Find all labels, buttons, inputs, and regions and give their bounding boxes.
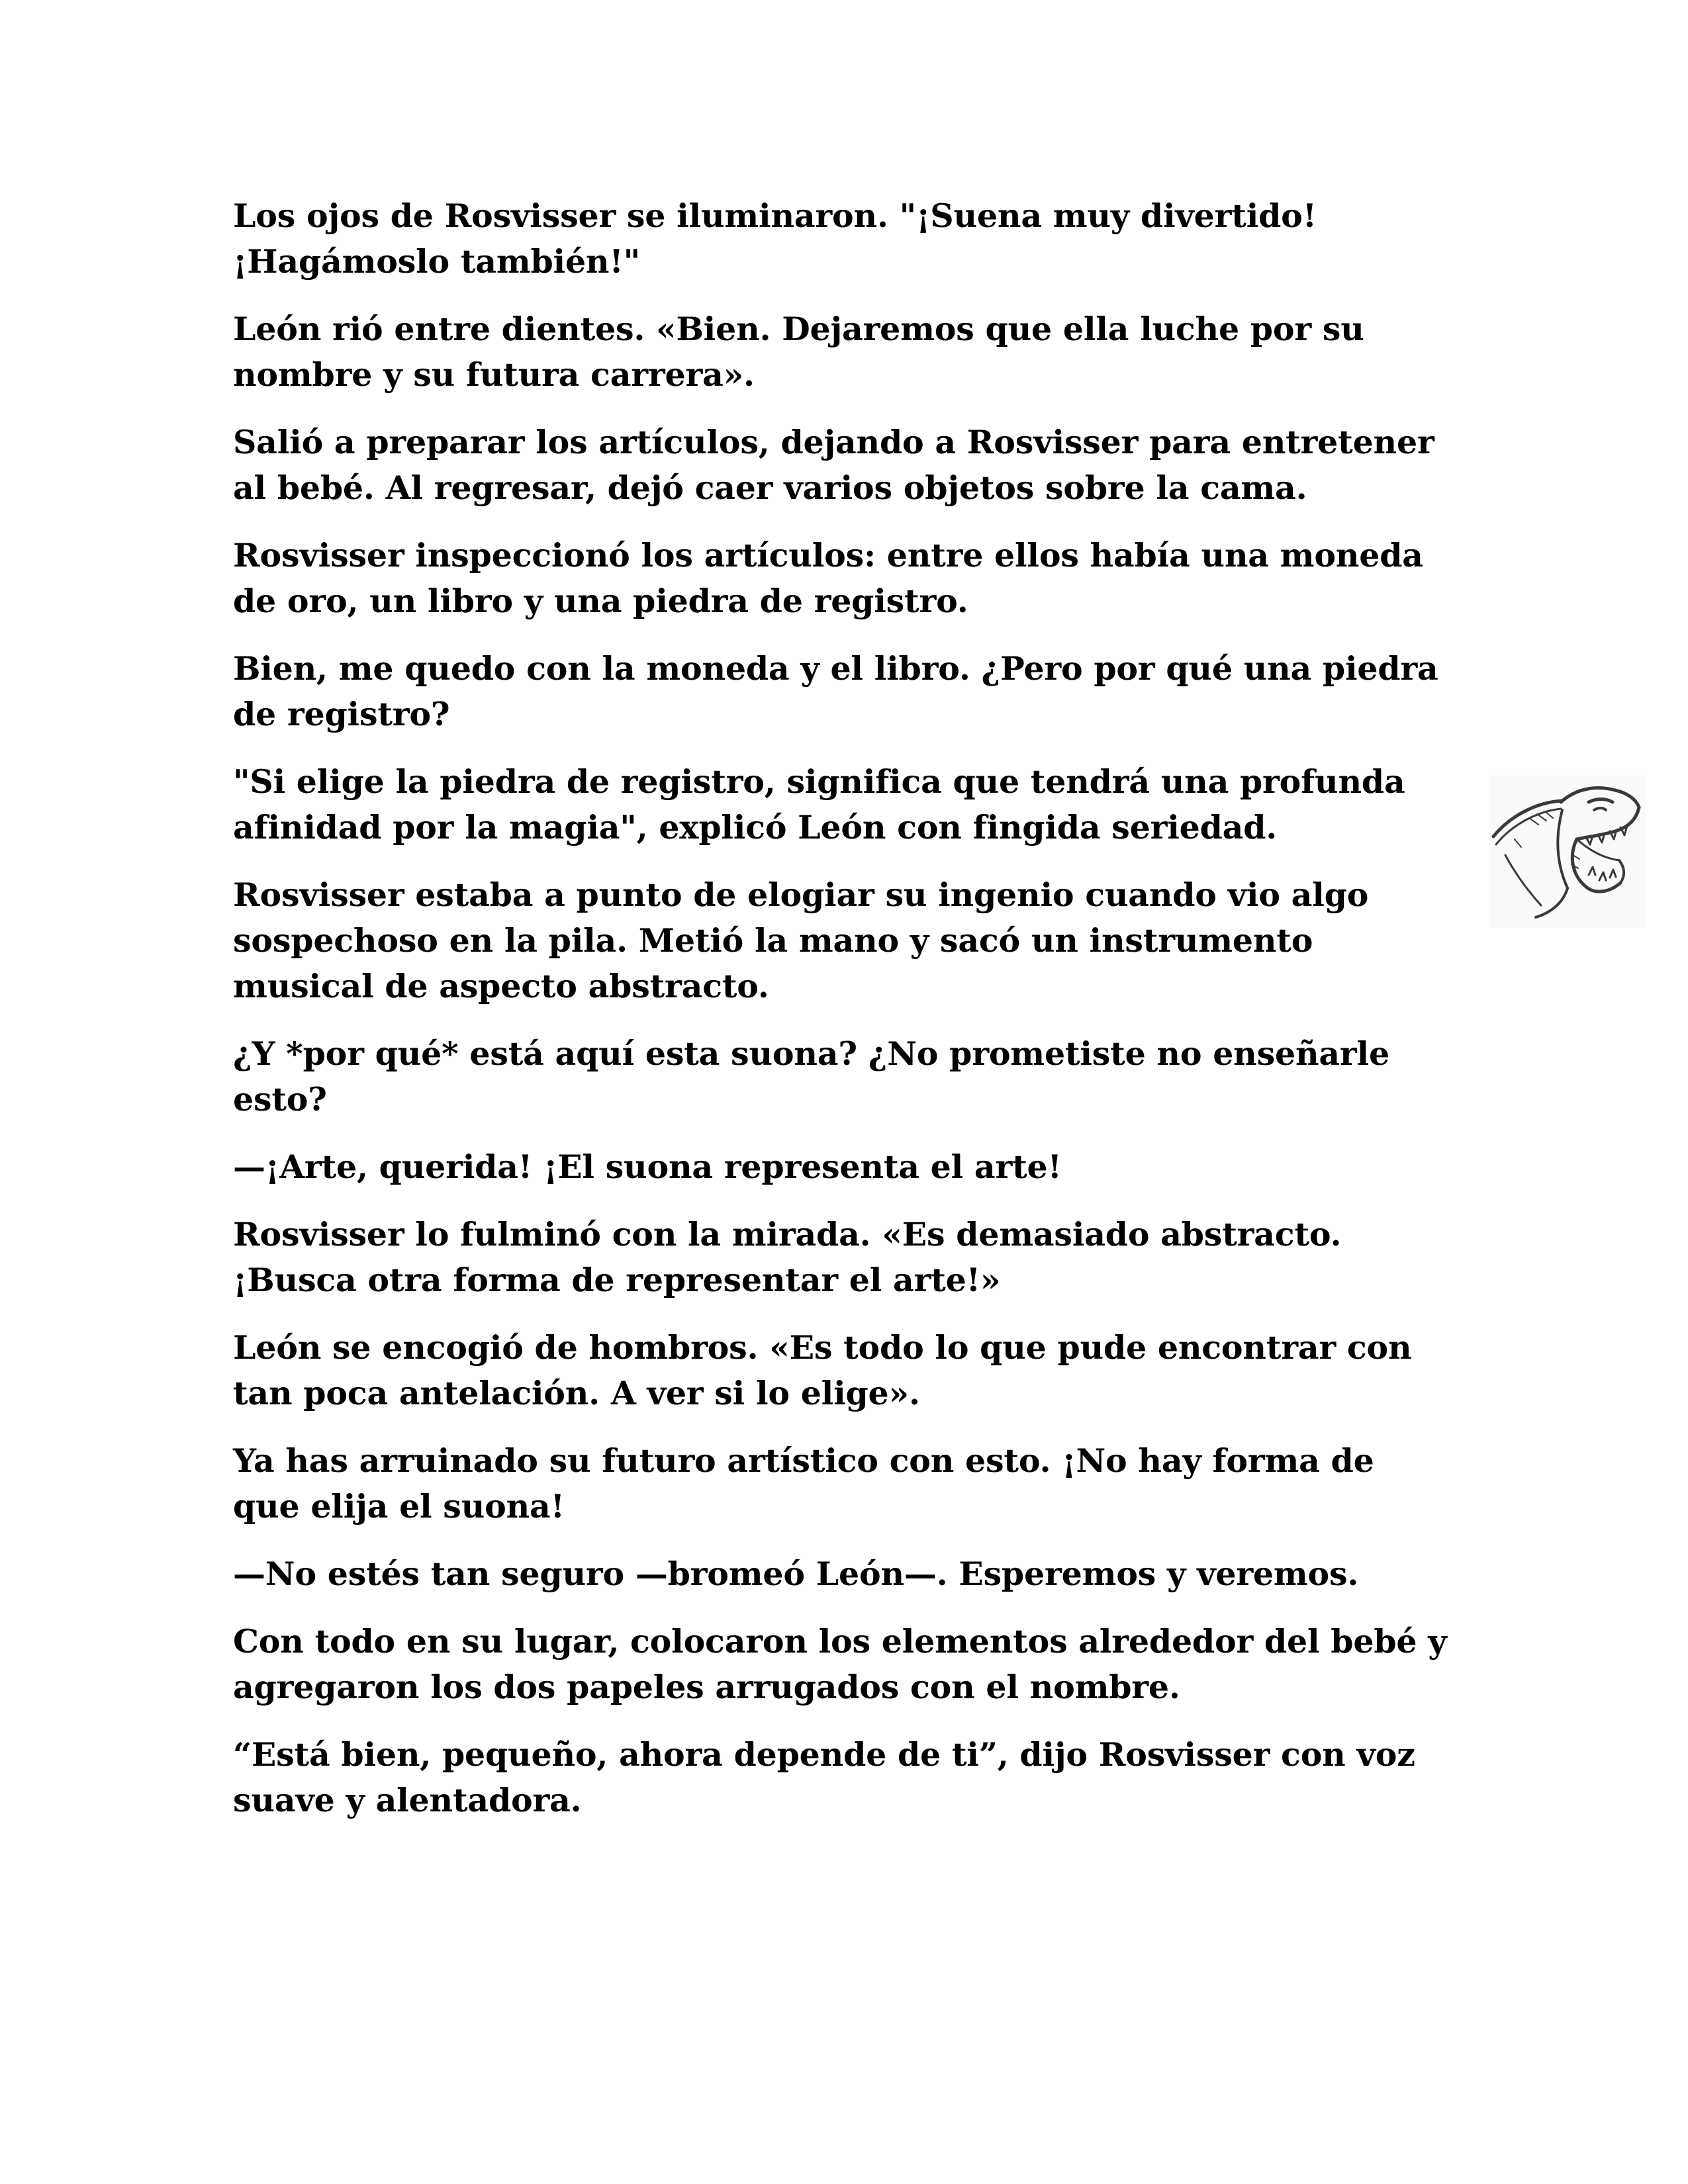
paragraph: León se encogió de hombros. «Es todo lo que pude encontrar con tan poca antelación. A ver si lo elige». [233, 1328, 1412, 1412]
paragraph: Los ojos de Rosvisser se iluminaron. "¡Suena muy divertido! ¡Hagámoslo también!" [233, 197, 1317, 281]
dinosaur-logo-drawing [1489, 776, 1646, 928]
paragraph: —No estés tan seguro —bromeó León—. Esperemos y veremos. [233, 1555, 1359, 1593]
paragraph: Ya has arruinado su futuro artístico con esto. ¡No hay forma de que elija el suona! [233, 1441, 1374, 1525]
paragraph: Salió a preparar los artículos, dejando a Rosvisser para entretener al bebé. Al regresar, dejó caer varios objetos sobre la cama. [233, 423, 1434, 507]
paragraph: ¿Y *por qué* está aquí esta suona? ¿No prometiste no enseñarle esto? [233, 1034, 1389, 1118]
paragraph: Rosvisser estaba a punto de elogiar su ingenio cuando vio algo sospechoso en la pila. Metió la mano y sacó un instrumento musical de aspecto abstracto. [233, 876, 1369, 1005]
paragraph: “Está bien, pequeño, ahora depende de ti”, dijo Rosvisser con voz suave y alentadora. [233, 1735, 1415, 1819]
paragraph: "Si elige la piedra de registro, significa que tendrá una profunda afinidad por la magia", explicó León con fingida seriedad. [233, 762, 1405, 846]
paragraph: Bien, me quedo con la moneda y el libro. ¿Pero por qué una piedra de registro? [233, 649, 1438, 733]
dinosaur-head-sketch-icon [1489, 776, 1646, 928]
paragraph: Con todo en su lugar, colocaron los elementos alrededor del bebé y agregaron los dos papeles arrugados con el nombre. [233, 1622, 1447, 1706]
story-text [233, 193, 1451, 1845]
paragraph: Rosvisser inspeccionó los artículos: entre ellos había una moneda de oro, un libro y una piedra de registro. [233, 536, 1423, 620]
paragraph: Rosvisser lo fulminó con la mirada. «Es demasiado abstracto. ¡Busca otra forma de representar el arte!» [233, 1215, 1342, 1299]
paragraph: —¡Arte, querida! ¡El suona representa el arte! [233, 1148, 1062, 1186]
paragraph: León rió entre dientes. «Bien. Dejaremos que ella luche por su nombre y su futura carrera». [233, 310, 1364, 394]
